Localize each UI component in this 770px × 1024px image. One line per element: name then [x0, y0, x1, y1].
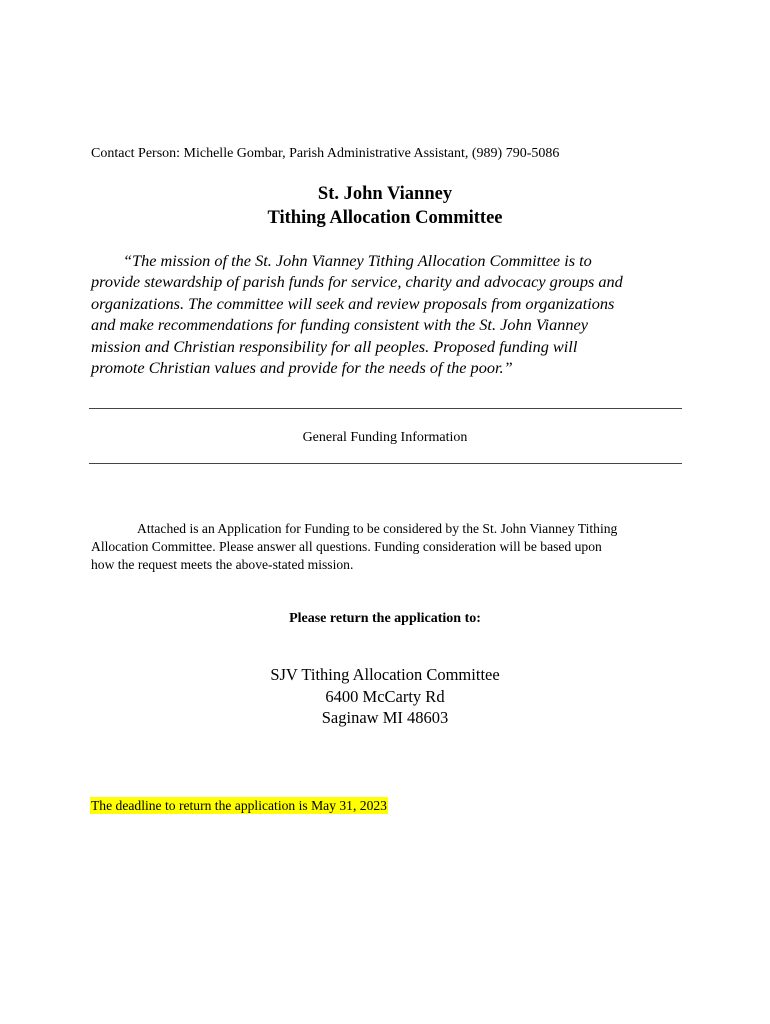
- mission-line: promote Christian values and provide for the needs of the poor.”: [91, 358, 513, 378]
- mailing-address: [0, 664, 770, 729]
- document-title-line-2: Tithing Allocation Committee: [267, 208, 503, 228]
- horizontal-divider-bottom: [89, 463, 682, 464]
- contact-person-line: Contact Person: Michelle Gombar, Parish Administrative Assistant, (989) 790-5086: [91, 146, 560, 161]
- mission-line: organizations. The committee will seek and review proposals from organizations: [91, 293, 615, 313]
- address-line-1: SJV Tithing Allocation Committee: [270, 665, 500, 684]
- address-line-3: Saginaw MI 48603: [321, 708, 449, 727]
- return-heading: Please return the application to:: [289, 611, 481, 626]
- deadline-notice: The deadline to return the application is May 31, 2023: [91, 798, 387, 813]
- section-heading: General Funding Information: [302, 430, 468, 445]
- horizontal-divider-top: [89, 408, 682, 409]
- mission-line: “The mission of the St. John Vianney Tithing Allocation Committee is to: [123, 251, 592, 270]
- address-line-2: 6400 McCarty Rd: [325, 686, 445, 706]
- mission-statement: [91, 250, 691, 378]
- mission-line: mission and Christian responsibility for all peoples. Proposed funding will: [91, 336, 578, 356]
- document-title-line-1: St. John Vianney: [317, 184, 453, 204]
- instructions-line: how the request meets the above-stated mission.: [91, 557, 354, 572]
- mission-line: and make recommendations for funding consistent with the St. John Vianney: [91, 315, 588, 335]
- application-instructions: [91, 520, 691, 574]
- mission-line: provide stewardship of parish funds for service, charity and advocacy groups and: [91, 272, 623, 292]
- instructions-line: Allocation Committee. Please answer all questions. Funding consideration will be based upon: [91, 539, 602, 554]
- instructions-line: Attached is an Application for Funding to be considered by the St. John Vianney Tithing: [137, 521, 618, 536]
